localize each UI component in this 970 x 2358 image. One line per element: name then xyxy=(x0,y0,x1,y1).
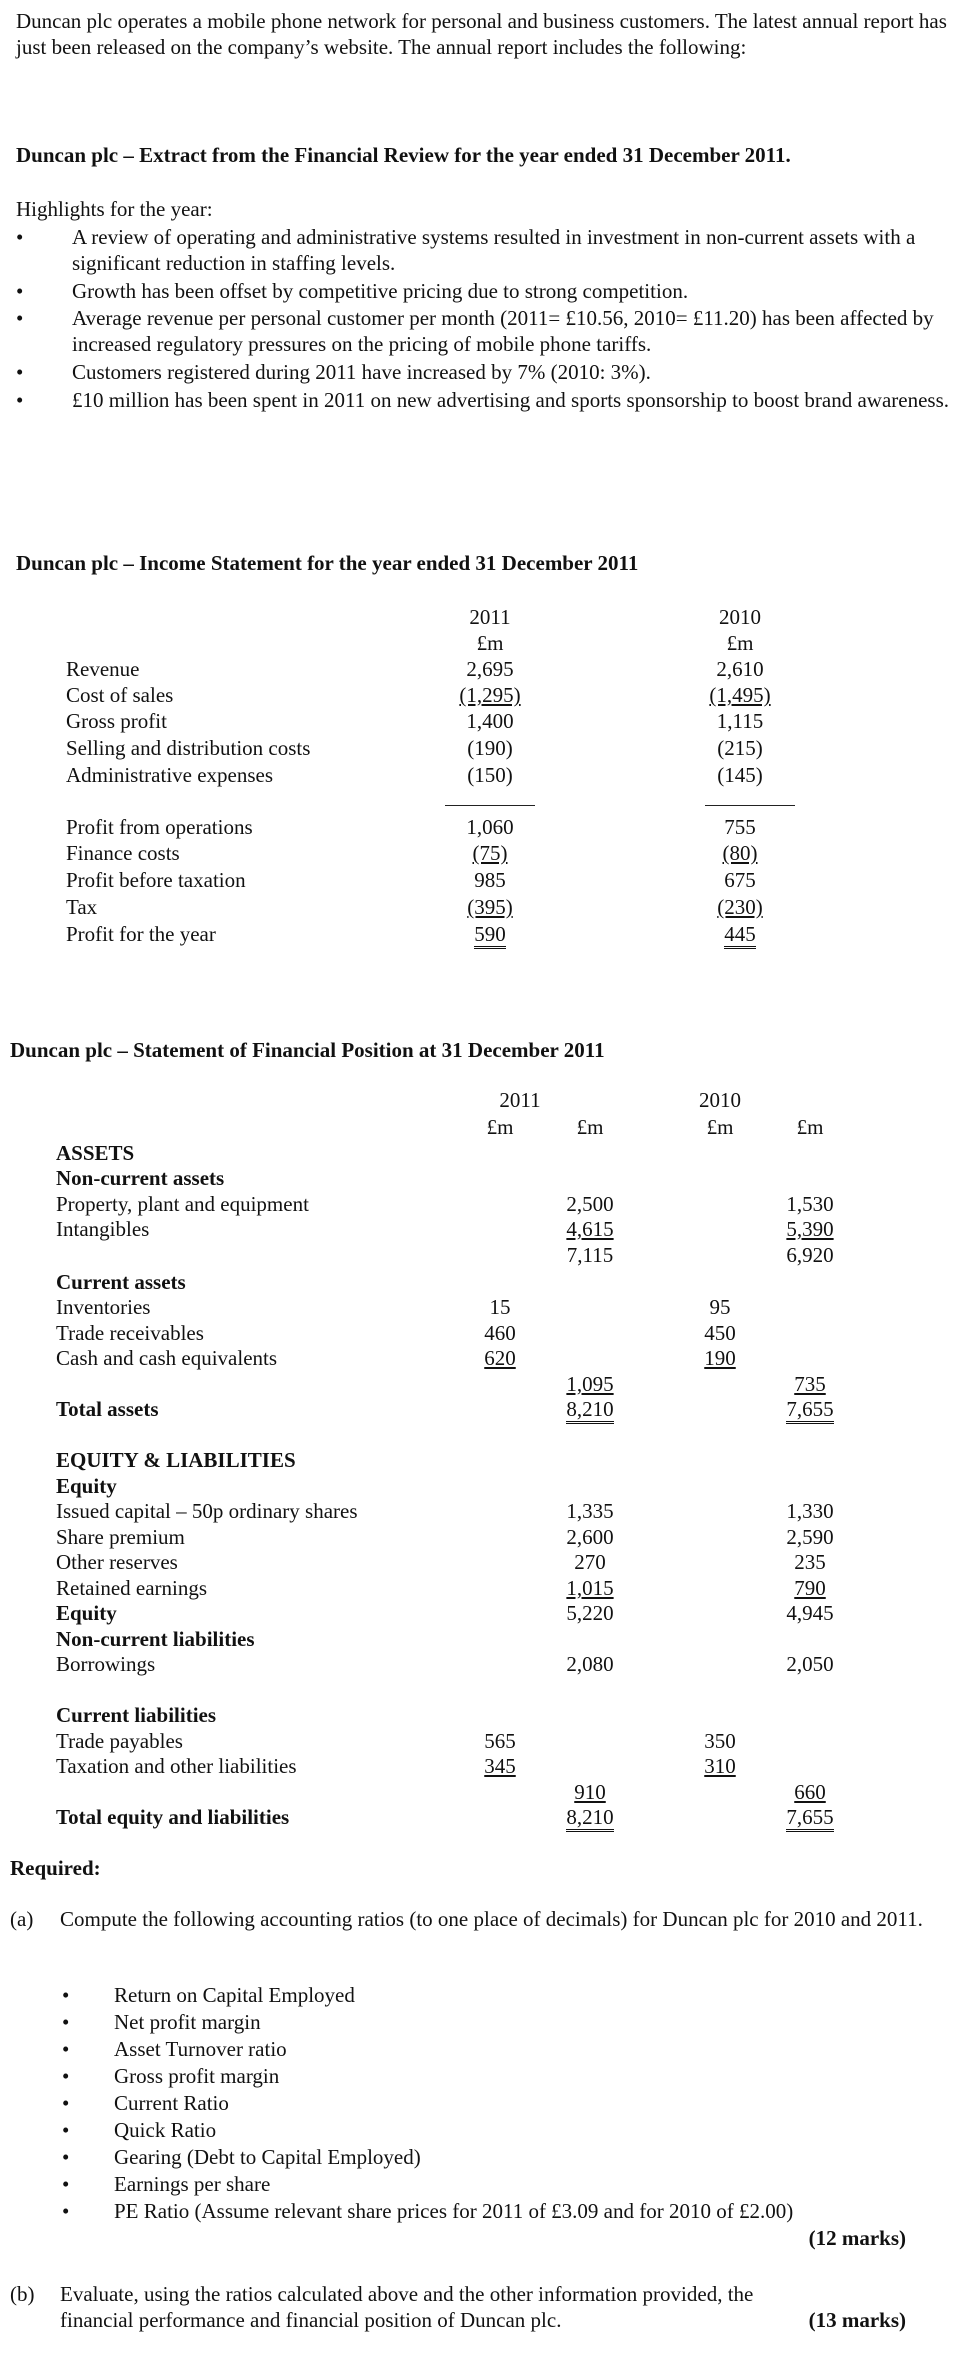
part-a-marks: (12 marks) xyxy=(808,2226,906,2250)
ratio-item: Gross profit margin xyxy=(114,2064,280,2088)
sofp-value: 1,530 xyxy=(786,1192,834,1216)
sofp-value: 345 xyxy=(484,1754,516,1778)
income-value: 590 xyxy=(474,922,506,949)
income-value: (230) xyxy=(717,895,763,919)
income-label-tax: Tax xyxy=(66,895,98,919)
sofp-cl-title: Current liabilities xyxy=(56,1703,217,1727)
income-label-profit-year: Profit for the year xyxy=(66,922,216,946)
sofp-unit: £m xyxy=(796,1115,824,1139)
income-label-pbt: Profit before taxation xyxy=(66,868,246,892)
income-value: 1,400 xyxy=(466,709,514,733)
part-a-marker: (a) xyxy=(10,1907,34,1931)
bullet-icon: • xyxy=(16,360,24,384)
sofp-value: 15 xyxy=(489,1295,511,1319)
sofp-value: 235 xyxy=(794,1550,826,1574)
income-unit-2010: £m xyxy=(726,631,754,655)
part-b-marks: (13 marks) xyxy=(808,2308,906,2332)
sofp-assets-title: ASSETS xyxy=(56,1141,135,1165)
income-value: 985 xyxy=(474,868,506,892)
income-value: 2,695 xyxy=(466,657,514,681)
sofp-total-assets-label: Total assets xyxy=(56,1397,159,1421)
sofp-heading: Duncan plc – Statement of Financial Position at 31 December 2011 xyxy=(10,1038,605,1062)
sofp-label: Issued capital – 50p ordinary shares xyxy=(56,1499,358,1523)
income-label-revenue: Revenue xyxy=(66,657,140,681)
sofp-label: Taxation and other liabilities xyxy=(56,1754,297,1778)
bullet-icon: • xyxy=(62,1983,70,2007)
sofp-label: Property, plant and equipment xyxy=(56,1192,309,1216)
sofp-label: Inventories xyxy=(56,1295,151,1319)
sofp-value: 910 xyxy=(574,1780,606,1804)
income-label-gross-profit: Gross profit xyxy=(66,709,167,733)
bullet-icon: • xyxy=(16,388,24,412)
ratio-item: Return on Capital Employed xyxy=(114,1983,355,2007)
sofp-value: 2,590 xyxy=(786,1525,834,1549)
sofp-value: 1,015 xyxy=(566,1576,614,1600)
highlight-item: Customers registered during 2011 have increased by 7% (2010: 3%). xyxy=(72,360,651,384)
sofp-total-eq-liab-label: Total equity and liabilities xyxy=(56,1805,290,1829)
bullet-icon: • xyxy=(62,2199,70,2223)
sofp-eq-liab-title: EQUITY & LIABILITIES xyxy=(56,1448,296,1472)
ratio-item: Net profit margin xyxy=(114,2010,261,2034)
bullet-icon: • xyxy=(62,2037,70,2061)
sofp-value: 1,335 xyxy=(566,1499,614,1523)
sofp-value: 2,500 xyxy=(566,1192,614,1216)
sofp-value: 8,210 xyxy=(566,1397,613,1424)
income-value: 1,060 xyxy=(466,815,514,839)
income-value: 755 xyxy=(724,815,756,839)
sofp-label: Intangibles xyxy=(56,1217,150,1241)
required-label: Required: xyxy=(10,1856,101,1880)
bullet-icon: • xyxy=(16,306,24,330)
income-year-2011: 2011 xyxy=(469,605,511,629)
intro-paragraph: Duncan plc operates a mobile phone network for personal and business customers. The latest annual report has just been released on the company’s website. The annual report includes the following: xyxy=(16,9,947,59)
bullet-icon: • xyxy=(62,2145,70,2169)
review-heading: Duncan plc – Extract from the Financial Review for the year ended 31 December 2011. xyxy=(16,143,791,167)
income-value: (395) xyxy=(467,895,513,919)
sofp-label: Trade payables xyxy=(56,1729,183,1753)
subtotal-rule xyxy=(445,805,535,806)
sofp-ca-title: Current assets xyxy=(56,1270,186,1294)
bullet-icon: • xyxy=(62,2010,70,2034)
income-label-admin: Administrative expenses xyxy=(66,763,274,787)
sofp-year-2011: 2011 xyxy=(499,1088,541,1112)
income-unit-2011: £m xyxy=(476,631,504,655)
sofp-nca-title: Non-current assets xyxy=(56,1166,225,1190)
sofp-value: 95 xyxy=(709,1295,731,1319)
bullet-icon: • xyxy=(62,2064,70,2088)
income-value: 445 xyxy=(724,922,756,949)
part-b-marker: (b) xyxy=(10,2282,35,2306)
sofp-value: 2,080 xyxy=(566,1652,614,1676)
sofp-value: 7,115 xyxy=(566,1243,614,1267)
part-b-text: Evaluate, using the ratios calculated above and the other information provided, the financial performance and financial position of Duncan plc. xyxy=(60,2282,754,2332)
highlight-item: A review of operating and administrative systems resulted in investment in non-current assets with a significant reduction in staffing levels. xyxy=(72,225,916,275)
income-value: (190) xyxy=(467,736,513,760)
sofp-value: 4,615 xyxy=(566,1217,614,1241)
sofp-value: 1,330 xyxy=(786,1499,834,1523)
sofp-value: 7,655 xyxy=(786,1397,833,1424)
sofp-value: 790 xyxy=(794,1576,826,1600)
sofp-value: 310 xyxy=(704,1754,736,1778)
sofp-ncl-title: Non-current liabilities xyxy=(56,1627,255,1651)
sofp-value: 735 xyxy=(794,1372,826,1396)
bullet-icon: • xyxy=(16,225,24,249)
sofp-value: 1,095 xyxy=(566,1372,614,1396)
sofp-value: 460 xyxy=(484,1321,516,1345)
sofp-value: 5,220 xyxy=(566,1601,614,1625)
sofp-value: 190 xyxy=(704,1346,736,1370)
income-value: 675 xyxy=(724,868,756,892)
sofp-unit: £m xyxy=(486,1115,514,1139)
sofp-label: Retained earnings xyxy=(56,1576,208,1600)
income-label-finance: Finance costs xyxy=(66,841,180,865)
sofp-unit: £m xyxy=(576,1115,604,1139)
sofp-value: 350 xyxy=(704,1729,736,1753)
ratio-item: PE Ratio (Assume relevant share prices for 2011 of £3.09 and for 2010 of £2.00) xyxy=(114,2199,794,2223)
sofp-value: 270 xyxy=(574,1550,606,1574)
ratio-item: Asset Turnover ratio xyxy=(114,2037,287,2061)
income-value: (1,295) xyxy=(459,683,521,707)
sofp-value: 565 xyxy=(484,1729,516,1753)
income-value: (75) xyxy=(472,841,508,865)
subtotal-rule xyxy=(705,805,795,806)
sofp-label: Trade receivables xyxy=(56,1321,204,1345)
income-value: 2,610 xyxy=(716,657,764,681)
sofp-value: 7,655 xyxy=(786,1805,833,1832)
income-value: (80) xyxy=(722,841,758,865)
bullet-icon: • xyxy=(62,2172,70,2196)
sofp-value: 4,945 xyxy=(786,1601,834,1625)
income-value: (145) xyxy=(717,763,763,787)
ratio-item: Earnings per share xyxy=(114,2172,271,2196)
income-statement-heading: Duncan plc – Income Statement for the year ended 31 December 2011 xyxy=(16,551,639,575)
ratio-item: Current Ratio xyxy=(114,2091,229,2115)
sofp-label: Other reserves xyxy=(56,1550,178,1574)
sofp-value: 5,390 xyxy=(786,1217,834,1241)
ratio-item: Gearing (Debt to Capital Employed) xyxy=(114,2145,421,2169)
sofp-label: Borrowings xyxy=(56,1652,156,1676)
highlight-item: Growth has been offset by competitive pricing due to strong competition. xyxy=(72,279,689,303)
sofp-label: Share premium xyxy=(56,1525,185,1549)
sofp-label: Cash and cash equivalents xyxy=(56,1346,278,1370)
sofp-equity-total-label: Equity xyxy=(56,1601,117,1625)
highlight-item: £10 million has been spent in 2011 on new advertising and sports sponsorship to boost brand awareness. xyxy=(72,388,950,412)
income-label-profit-ops: Profit from operations xyxy=(66,815,253,839)
income-value: (150) xyxy=(467,763,513,787)
sofp-value: 2,050 xyxy=(786,1652,834,1676)
income-label-selling: Selling and distribution costs xyxy=(66,736,311,760)
bullet-icon: • xyxy=(62,2091,70,2115)
sofp-value: 6,920 xyxy=(786,1243,834,1267)
income-value: (215) xyxy=(717,736,763,760)
income-value: 1,115 xyxy=(716,709,764,733)
sofp-unit: £m xyxy=(706,1115,734,1139)
sofp-value: 2,600 xyxy=(566,1525,614,1549)
sofp-value: 450 xyxy=(704,1321,736,1345)
highlight-item: Average revenue per personal customer per month (2011= £10.56, 2010= £11.20) has been affected by increased regulatory pressures on the pricing of mobile phone tariffs. xyxy=(72,306,934,356)
income-year-2010: 2010 xyxy=(719,605,761,629)
part-a-text: Compute the following accounting ratios (to one place of decimals) for Duncan plc for 2010 and 2011. xyxy=(60,1907,923,1931)
sofp-equity-title: Equity xyxy=(56,1474,117,1498)
sofp-value: 620 xyxy=(484,1346,516,1370)
income-label-cost-of-sales: Cost of sales xyxy=(66,683,174,707)
sofp-value: 8,210 xyxy=(566,1805,613,1832)
highlights-label: Highlights for the year: xyxy=(16,197,213,221)
income-value: (1,495) xyxy=(709,683,771,707)
bullet-icon: • xyxy=(16,279,24,303)
sofp-year-2010: 2010 xyxy=(699,1088,741,1112)
bullet-icon: • xyxy=(62,2118,70,2142)
sofp-value: 660 xyxy=(794,1780,826,1804)
ratio-item: Quick Ratio xyxy=(114,2118,217,2142)
